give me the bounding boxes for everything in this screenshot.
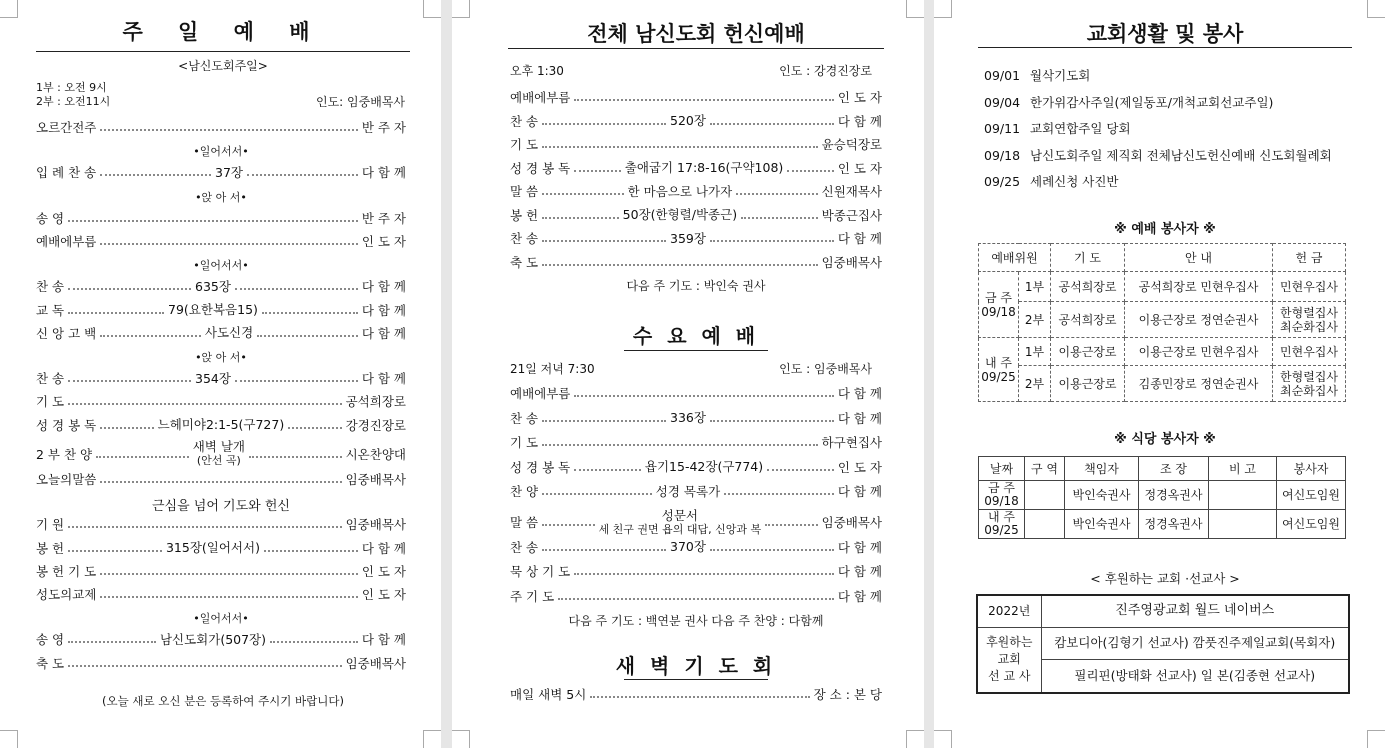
crop-mark	[0, 730, 18, 748]
leader-dots	[574, 395, 833, 397]
order-item	[510, 482, 882, 500]
leader-dots	[542, 493, 652, 495]
mission-cell: 캄보디아(김형기 선교사) 깜풋진주제일교회(목회자)	[1041, 627, 1349, 659]
service-time-2: 2부 : 오전11시	[36, 95, 111, 108]
item-label: 찬 양	[510, 484, 539, 500]
leader-dots	[574, 469, 641, 471]
schedule-date: 09/11	[984, 121, 1021, 136]
item-person: 다 함 께	[361, 632, 406, 648]
page-title: 전체 남신도회 헌신예배	[587, 22, 805, 46]
leader-dots	[542, 146, 817, 148]
item-person: 다 함 께	[361, 540, 406, 556]
leader-dots	[558, 598, 834, 600]
guide-cell: 김종민장로 정연순권사	[1125, 366, 1273, 402]
offering-cell: 한형렬집사 최순화집사	[1273, 366, 1346, 402]
item-person: 다 함 께	[361, 165, 406, 181]
item-detail: 315장(일어서서)	[165, 540, 260, 556]
leader-dots	[542, 549, 666, 551]
leader-dots	[542, 264, 817, 266]
item-person: 다 함 께	[837, 539, 882, 555]
order-item	[510, 433, 882, 451]
order-item	[36, 301, 406, 319]
worship-volunteers-table	[978, 243, 1346, 402]
leader-dots	[68, 312, 164, 314]
wednesday-rule	[624, 350, 768, 351]
item-label: 신 앙 고 백	[36, 325, 97, 341]
item-label: 축 도	[510, 254, 539, 270]
item-person: 다 함 께	[361, 279, 406, 295]
prayer-cell: 공석희장로	[1051, 272, 1125, 302]
item-detail: 사도신경	[204, 325, 254, 341]
offering-cell: 민현우집사	[1273, 272, 1346, 302]
leader-dots	[235, 380, 358, 382]
leader-dots	[710, 240, 834, 242]
order-item	[36, 416, 406, 434]
leader-dots	[288, 427, 341, 429]
item-label: 송 영	[36, 210, 65, 226]
item-person: 인 도 자	[361, 563, 406, 579]
label-cell: 후원하는 교회 선 교 사	[977, 627, 1041, 693]
item-person: 인 도 자	[361, 234, 406, 249]
header-cell: 날짜	[979, 457, 1025, 481]
crop-mark	[906, 730, 924, 748]
order-item	[36, 515, 406, 533]
dawn-rule	[624, 679, 768, 680]
item-label: 오르간전주	[36, 120, 97, 135]
leader: 인도 : 강경진장로	[779, 64, 872, 78]
schedule-item	[984, 146, 1332, 164]
item-label: 기 도	[36, 394, 65, 410]
item-person: 다 함 께	[837, 564, 882, 580]
crop-mark	[934, 730, 952, 748]
schedule-item	[984, 172, 1119, 190]
service-time-1: 1부 : 오전 9시	[36, 81, 107, 94]
part-cell: 2부	[1019, 366, 1051, 402]
header-cell: 구 역	[1025, 457, 1065, 481]
zone-cell	[1025, 481, 1065, 510]
schedule-text: 한가위감사주일(제일동포/개척교회선교주일)	[1030, 94, 1274, 110]
leader-dots	[262, 312, 358, 314]
page-title: 주 일 예 배	[122, 20, 324, 44]
item-person: 반 주 자	[361, 120, 406, 135]
page-mens-worship	[452, 0, 924, 748]
order-item	[510, 458, 882, 476]
item-detail: 79(요한복음15)	[168, 302, 258, 318]
leader-dots	[542, 524, 594, 526]
item-label: 기 원	[36, 517, 65, 533]
item-person: 반 주 자	[361, 210, 406, 226]
item-detail: 성경 목록가	[655, 483, 721, 499]
leader-dots	[542, 240, 666, 242]
order-item	[510, 112, 882, 130]
mission-cell: 진주영광교회 월드 네이버스	[1041, 595, 1349, 627]
item-label: 2 부 찬 양	[36, 446, 93, 462]
item-label: 예배에부름	[36, 234, 97, 249]
header-cell: 비 고	[1209, 457, 1277, 481]
order-item	[510, 384, 882, 402]
footer-note: (오늘 새로 오신 분은 등록하여 주시기 바랍니다)	[102, 694, 344, 708]
zone-cell	[1025, 510, 1065, 539]
part-cell: 1부	[1019, 338, 1051, 366]
header-cell: 조 장	[1139, 457, 1209, 481]
order-item	[510, 182, 882, 200]
order-item	[510, 229, 882, 247]
item-person: 다 함 께	[837, 113, 882, 129]
leader-dots	[249, 456, 342, 458]
item-label: 말 씀	[510, 515, 539, 530]
crop-mark	[934, 0, 952, 18]
item-detail: 635장	[195, 278, 231, 294]
leader-dots	[542, 217, 619, 219]
item-person: 다 함 께	[837, 484, 883, 500]
item-person: 박종근집사	[821, 207, 883, 223]
item-label: 성도의교제	[36, 587, 97, 602]
item-detail: 느헤미야2:1-5(구727)	[157, 417, 285, 433]
page-title: 교회생활 및 봉사	[1086, 22, 1244, 46]
crop-mark	[452, 730, 470, 748]
leader-dots	[542, 444, 817, 446]
order-item	[36, 539, 406, 557]
order-item	[36, 209, 406, 227]
leader-dots	[574, 99, 833, 101]
note-cell	[1209, 510, 1277, 539]
cafeteria-volunteers-table	[978, 456, 1346, 539]
item-label: 성 경 봉 독	[510, 459, 571, 475]
item-label: 찬 송	[510, 539, 539, 555]
item-label: 봉 헌	[36, 540, 65, 556]
crop-mark	[906, 0, 924, 18]
order-item	[36, 585, 406, 603]
order-item	[36, 277, 406, 295]
item-person: 공석희장로	[345, 394, 406, 410]
captain-cell: 정경옥권사	[1139, 481, 1209, 510]
leader-dots	[68, 380, 191, 382]
order-item	[36, 439, 406, 469]
lead-cell: 박인숙권사	[1065, 481, 1139, 510]
item-label: 주 기 도	[510, 588, 555, 604]
leader-dots	[257, 335, 358, 337]
item-detail: 성문서 세 친구 권면 욥의 대답, 신앙과 복	[598, 507, 762, 536]
volunteer-cell: 여신도임원	[1277, 510, 1346, 539]
item-label: 봉 헌	[510, 207, 539, 223]
leader-dots	[100, 596, 357, 598]
order-note: •앉 아 서•	[195, 190, 247, 204]
leader-dots	[100, 129, 357, 131]
guide-cell: 이용근장로 민현우집사	[1125, 338, 1273, 366]
item-detail: 욥기15-42장(구774)	[644, 459, 764, 475]
item-detail: 359장	[670, 230, 706, 246]
prayer-cell: 이용근장로	[1051, 338, 1125, 366]
item-label: 송 영	[36, 632, 65, 648]
leader-dots	[235, 288, 358, 290]
leader-dots	[68, 220, 358, 222]
leader-dots	[724, 493, 834, 495]
guide-cell: 이용근장로 정연순권사	[1125, 302, 1273, 338]
item-person: 인 도 자	[837, 160, 883, 176]
item-label: 찬 송	[510, 410, 539, 426]
leader-dots	[100, 481, 341, 483]
order-item	[36, 324, 406, 342]
schedule-item	[984, 66, 1090, 84]
order-note: •일어서서•	[193, 145, 249, 159]
item-detail: 남신도회가(507장)	[159, 631, 266, 647]
mission-title: < 후원하는 교회 ·선교사 >	[1090, 571, 1240, 586]
item-person: 인 도 자	[361, 587, 406, 602]
leader-dots	[741, 217, 818, 219]
week-cell: 내 주 09/25	[979, 338, 1019, 402]
item-label: 말 씀	[510, 184, 539, 199]
item-label: 찬 송	[36, 371, 65, 387]
item-label: 오늘의말씀	[36, 472, 97, 487]
leader-dots	[542, 123, 666, 125]
item-label: 예배에부름	[510, 386, 571, 401]
item-label: 성 경 봉 독	[36, 417, 97, 433]
leader-dots	[542, 420, 666, 422]
offering-cell: 한형렬집사 최순화집사	[1273, 302, 1346, 338]
leader-dots	[100, 174, 211, 176]
order-item	[36, 392, 406, 410]
order-item	[510, 562, 882, 580]
leader-dots	[736, 193, 817, 195]
item-label: 입 례 찬 송	[36, 165, 97, 181]
leader-dots	[68, 641, 156, 643]
item-label: 교 독	[36, 302, 65, 318]
item-label: 찬 송	[510, 113, 539, 129]
mission-cell: 필리핀(방태화 선교사) 일 본(김종현 선교사)	[1041, 659, 1349, 693]
leader-dots	[765, 524, 817, 526]
schedule-text: 세례신청 사진반	[1030, 174, 1119, 189]
volunteer-cell: 여신도임원	[1277, 481, 1346, 510]
item-detail: 370장	[670, 539, 706, 555]
order-item	[510, 538, 882, 556]
leader-dots	[100, 335, 201, 337]
title-rule	[36, 51, 410, 52]
schedule-text: 교회연합주일 당회	[1030, 121, 1131, 136]
dawn-title: 새 벽 기 도 회	[615, 654, 777, 678]
order-item	[36, 232, 406, 250]
item-person: 신원재목사	[821, 184, 883, 199]
next-prayer: 다음 주 기도 : 박인숙 권사	[626, 279, 766, 293]
order-item	[510, 135, 882, 153]
item-person: 다 함 께	[837, 386, 882, 401]
leader-dots	[68, 550, 162, 552]
service-time: 오후 1:30	[510, 64, 564, 78]
guide-cell: 공석희장로 민현우집사	[1125, 272, 1273, 302]
leader-dots	[68, 665, 341, 667]
week-cell: 금 주 09/18	[979, 481, 1025, 510]
page-sunday-worship	[0, 0, 441, 748]
leader-dots	[710, 420, 834, 422]
subtitle: <남신도회주일>	[178, 59, 268, 73]
header-cell: 예배위원	[979, 244, 1051, 272]
item-label: 축 도	[36, 655, 65, 671]
item-person: 다 함 께	[361, 302, 406, 318]
item-person: 다 함 께	[837, 588, 882, 604]
item-detail: 새벽 날개 (안선 곡)	[192, 439, 245, 468]
item-person: 임중배목사	[345, 472, 406, 487]
crop-mark	[423, 0, 441, 18]
order-item	[36, 163, 406, 181]
header-cell: 헌 금	[1273, 244, 1346, 272]
week-cell: 내 주 09/25	[979, 510, 1025, 539]
leader-dots	[787, 170, 834, 172]
captain-cell: 정경옥권사	[1139, 510, 1209, 539]
item-person: 임중배목사	[821, 515, 883, 530]
schedule-date: 09/01	[984, 68, 1021, 83]
item-person: 시온찬양대	[345, 446, 406, 462]
schedule-text: 월삭기도회	[1030, 68, 1091, 83]
order-item	[36, 118, 406, 136]
item-label: 묵 상 기 도	[510, 564, 571, 580]
order-note: •일어서서•	[193, 612, 249, 626]
order-item	[36, 654, 406, 672]
schedule-item	[984, 93, 1273, 111]
order-note: •일어서서•	[193, 259, 249, 273]
schedule-item	[984, 119, 1131, 137]
leader-dots	[710, 123, 834, 125]
item-label: 찬 송	[510, 231, 539, 246]
item-label: 성 경 봉 독	[510, 160, 571, 176]
crop-mark	[1367, 730, 1385, 748]
crop-mark	[423, 730, 441, 748]
item-detail: 520장	[670, 113, 706, 128]
item-detail: 354장	[195, 370, 231, 386]
dawn-row: 매일 새벽 5시 장 소 : 본 당	[510, 687, 882, 702]
leader-dots	[542, 193, 623, 195]
leader-dots	[96, 456, 189, 458]
item-detail: 336장	[670, 410, 706, 426]
table-row	[979, 481, 1346, 510]
item-person: 윤승덕장로	[821, 137, 882, 152]
table-row	[979, 510, 1346, 539]
schedule-date: 09/25	[984, 174, 1021, 189]
order-item	[36, 369, 406, 387]
note-cell	[1209, 481, 1277, 510]
prayer-cell: 이용근장로	[1051, 366, 1125, 402]
item-label: 봉 헌 기 도	[36, 563, 97, 579]
week-cell: 금 주 09/18	[979, 272, 1019, 338]
crop-mark	[452, 0, 470, 18]
item-label: 기 도	[510, 435, 539, 451]
order-note: •앉 아 서•	[195, 351, 247, 364]
item-label: 찬 송	[36, 279, 65, 295]
item-person: 임중배목사	[345, 517, 406, 533]
item-label: 기 도	[510, 137, 539, 152]
order-item	[510, 206, 882, 224]
order-item	[510, 507, 882, 537]
schedule-date: 09/18	[984, 147, 1021, 163]
order-item	[510, 159, 882, 177]
order-item	[36, 630, 406, 648]
item-detail: 50장(한형렬/박종근)	[622, 207, 738, 222]
leader-dots	[270, 641, 358, 643]
order-item	[36, 470, 406, 488]
order-item	[510, 253, 882, 271]
title-rule	[508, 48, 884, 49]
item-person: 다 함 께	[361, 371, 406, 387]
leader-dots	[574, 170, 621, 172]
cafeteria-volunteers-title: ※ 식당 봉사자 ※	[1114, 432, 1216, 447]
leader-dots	[100, 427, 153, 429]
item-person: 인 도 자	[837, 90, 882, 105]
header-cell: 안 내	[1125, 244, 1273, 272]
wednesday-next: 다음 주 기도 : 백연분 권사 다음 주 찬양 : 다함께	[568, 614, 824, 628]
item-person: 임중배목사	[345, 655, 406, 671]
leader-dots	[767, 469, 834, 471]
mission-table	[976, 594, 1350, 694]
order-item	[510, 587, 882, 605]
header-cell: 봉사자	[1277, 457, 1346, 481]
item-person: 다 함 께	[361, 325, 407, 341]
wednesday-time: 21일 저녁 7:30	[510, 362, 595, 376]
leader-dots	[574, 573, 834, 575]
header-cell: 기 도	[1051, 244, 1125, 272]
header-row	[979, 457, 1346, 481]
order-item	[510, 88, 882, 106]
page-church-life	[934, 0, 1385, 748]
wednesday-title: 수 요 예 배	[632, 324, 760, 348]
item-person: 다 함 께	[837, 410, 882, 426]
leader-dots	[68, 403, 341, 405]
leader-dots	[264, 550, 358, 552]
leader-dots	[68, 288, 191, 290]
wednesday-leader: 인도 : 임중배목사	[779, 362, 872, 376]
offering-cell: 민현우집사	[1273, 338, 1346, 366]
leader-dots	[247, 174, 358, 176]
item-person: 인 도 자	[837, 459, 882, 475]
leader-dots	[710, 549, 834, 551]
leader: 인도: 임중배목사	[315, 95, 405, 109]
year-cell: 2022년	[977, 595, 1041, 627]
leader-dots	[68, 526, 341, 528]
item-person: 강경진장로	[345, 417, 407, 433]
leader-dots	[100, 243, 357, 245]
item-person: 다 함 께	[837, 231, 882, 246]
crop-mark	[0, 0, 18, 18]
worship-volunteers-title: ※ 예배 봉사자 ※	[1114, 222, 1216, 237]
crop-mark	[1367, 0, 1385, 18]
item-detail: 한 마음으로 나가자	[627, 183, 733, 199]
schedule-text: 남신도회주일 제직회 전체남신도헌신예배 신도회월례회	[1030, 147, 1332, 163]
leader-dots	[100, 573, 358, 575]
schedule-date: 09/04	[984, 94, 1021, 110]
header-cell: 책임자	[1065, 457, 1139, 481]
part-cell: 2부	[1019, 302, 1051, 338]
item-detail: 37장	[215, 164, 244, 180]
order-item	[510, 409, 882, 427]
item-person: 임중배목사	[821, 254, 882, 270]
part-cell: 1부	[1019, 272, 1051, 302]
order-item	[36, 562, 406, 580]
prayer-cell: 공석희장로	[1051, 302, 1125, 338]
item-label: 예배에부름	[510, 90, 571, 105]
order-note: 근심을 넘어 기도와 헌신	[152, 499, 290, 515]
lead-cell: 박인숙권사	[1065, 510, 1139, 539]
title-rule	[978, 47, 1352, 48]
item-person: 하구현집사	[821, 435, 882, 451]
item-detail: 출애굽기 17:8-16(구약108)	[624, 160, 784, 175]
